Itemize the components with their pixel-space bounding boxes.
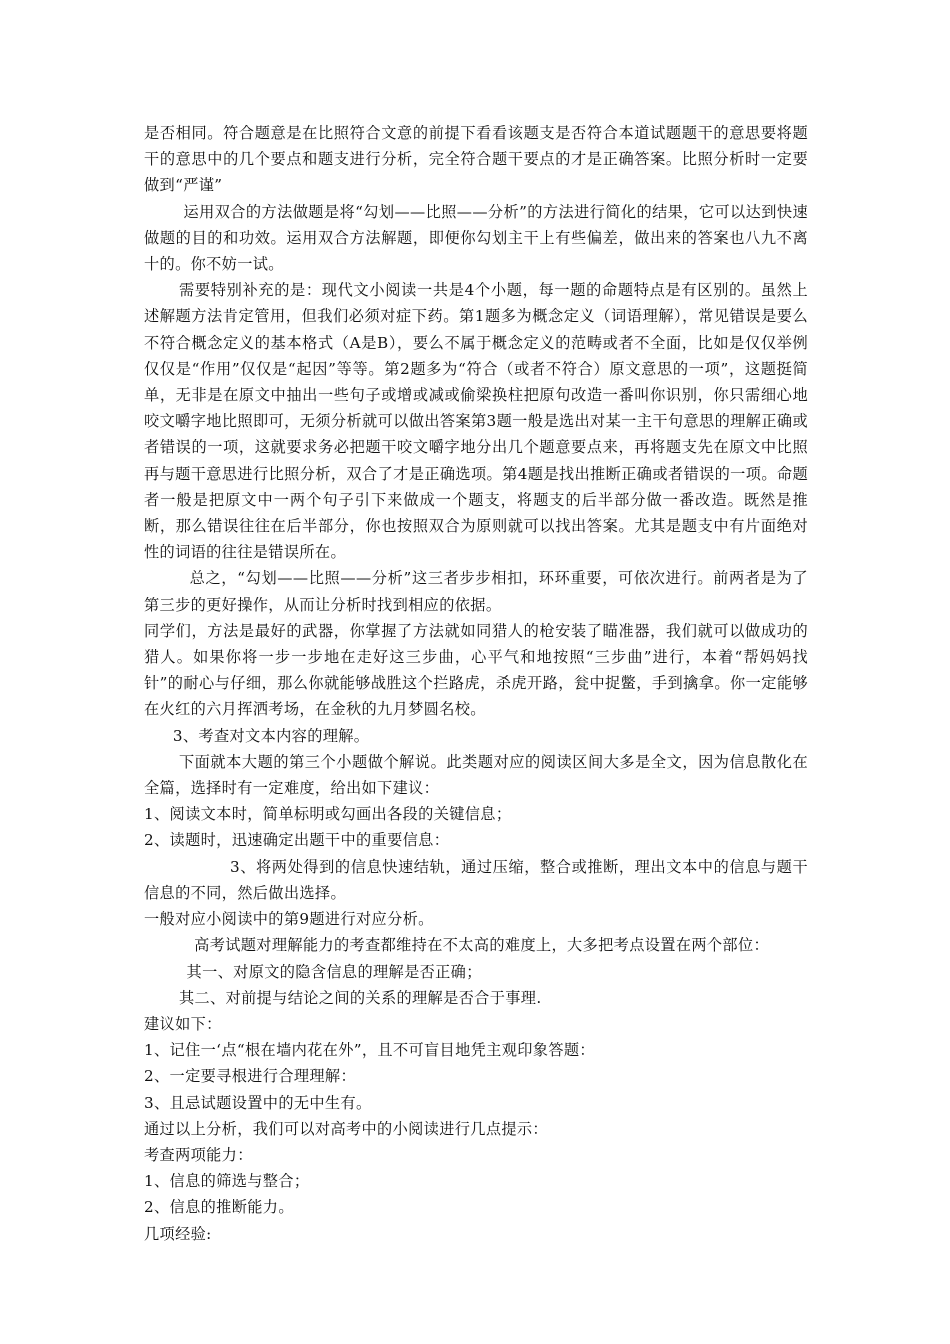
advice-item-2: 2、读题时，迅速确定出题干中的重要信息： (144, 831, 450, 850)
document-body (144, 120, 808, 1247)
paragraph-exam-difficulty: 高考试题对理解能力的考查都维持在不太高的难度上，大多把考点设置在两个部位： (194, 936, 770, 955)
advice-item-3: 3、将两处得到的信息快速结轨，通过压缩，整合或推断，理出文本中的信息与题干信息的不同，然后做出选择。 (144, 857, 808, 902)
paragraph-third-question-intro: 下面就本大题的第三个小题做个解说。此类题对应的阅读区间大多是全文，因为信息散化在全篇，选择时有一定难度，给出如下建议： (144, 752, 808, 798)
paragraph-special-notes: 需要特别补充的是：现代文小阅读一共是4个小题，每一题的命题特点是有区别的。虽然上述解题方法肯定管用，但我们必须对症下药。第1题多为概念定义（词语理解），常见错误是要么不符合概念定义的基本格式（A是B），要么不属于概念定义的范畴或者不全面，比如是仅仅举例仅仅是“作用”仅仅是“起因”等等。第2题多为“符合（或者不符合）原文意思的一项”，这题挺简单，无非是在原文中抽出一些句子或增或减或偷梁换柱把原句改造一番叫你识别，你只需细心地咬文嚼字地比照即可，无须分析就可以做出答案第3题一般是选出对某一主干句意思的理解正确或者错误的一项，这就要求务必把题干咬文嚼字地分出几个题意要点来，再将题支先在原文中比照再与题干意思进行比照分析，双合了才是正确选项。第4题是找出推断正确或者错误的一项。命题者一般是把原文中一两个句子引下来做成一个题支，将题支的后半部分做一番改造。既然是推断，那么错误往往在后半部分，你也按照双合为原则就可以找出答案。尤其是题支中有片面绝对性的词语的往往是错误所在。 (144, 281, 808, 562)
suggestion-item-2: 2、一定要寻根进行合理理解： (144, 1067, 357, 1086)
advice-item-1: 1、阅读文本时，简单标明或勾画出各段的关键信息； (144, 805, 512, 824)
paragraph-precision: 是否相同。符合题意是在比照符合文意的前提下看看该题支是否符合本道试题题干的意思要将题干的意思中的几个要点和题支进行分析，完全符合题干要点的才是正确答案。比照分析时一定要做到“严谨” (144, 124, 808, 195)
experience-heading: 几项经验: (144, 1224, 212, 1243)
ability-item-1: 1、信息的筛选与整合； (144, 1172, 310, 1191)
section-heading-3: 3、考查对文本内容的理解。 (172, 726, 370, 745)
point-two: 其二、对前提与结论之间的关系的理解是否合于事理. (178, 988, 542, 1007)
paragraph-encouragement: 同学们，方法是最好的武器，你掌握了方法就如同猎人的枪安装了瞄准器，我们就可以做成功的猎人。如果你将一步一步地在走好这三步曲，心平气和地按照“三步曲”进行，本着“帮妈妈找针”的耐心与仔细，那么你就能够战胜这个拦路虎，杀虎开路，瓮中捉鳖，手到擒拿。你一定能够在火红的六月挥洒考场，在金秋的九月梦圆名校。 (144, 621, 808, 719)
suggestion-item-1: 1、记住一‘点“根在墙内花在外”，且不可盲目地凭主观印象答题： (144, 1041, 595, 1060)
ability-item-2: 2、信息的推断能力。 (144, 1198, 294, 1217)
paragraph-tips-intro: 通过以上分析，我们可以对高考中的小阅读进行几点提示： (144, 1119, 548, 1138)
abilities-heading: 考查两项能力： (144, 1145, 253, 1164)
paragraph-double-match-method: 运用双合的方法做题是将“勾划——比照——分析”的方法进行简化的结果，它可以达到快速做题的目的和功效。运用双合方法解题，即便你勾划主干上有些偏差，做出来的答案也八九不离十的。你不妨一试。 (144, 202, 808, 274)
point-one: 其一、对原文的隐含信息的理解是否正确； (186, 962, 482, 981)
paragraph-summary: 总之，“勾划——比照——分析”这三者步步相扣，环环重要，可依次进行。前两者是为了第三步的更好操作，从而让分析时找到相应的依据。 (144, 569, 808, 614)
suggestion-item-3: 3、且忌试题设置中的无中生有。 (144, 1093, 372, 1112)
paragraph-question-9-note: 一般对应小阅读中的第9题进行对应分析。 (144, 910, 434, 929)
suggestions-heading: 建议如下： (144, 1014, 222, 1033)
